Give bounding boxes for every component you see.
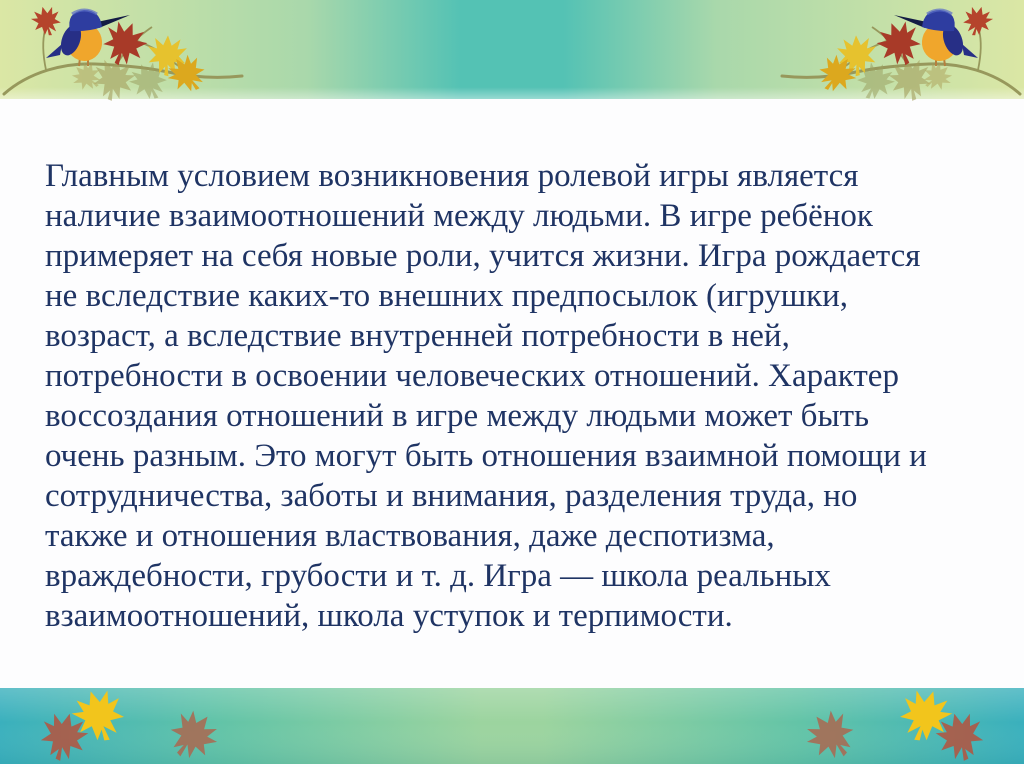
text-line-3: примеряет на себя новые роли, учится жизни. Игра рождается xyxy=(45,238,921,274)
top-decorative-band xyxy=(0,0,1024,99)
text-line-4: не вследствие каких-то внешних предпосылок (игрушки, xyxy=(45,278,849,314)
bottom-decorative-band xyxy=(0,688,1024,764)
text-line-6: потребности в освоении человеческих отношений. Характер xyxy=(45,358,899,394)
autumn-leaves-decoration-right xyxy=(744,688,1024,764)
text-line-5: возраст, а вследствие внутренней потребности в ней, xyxy=(45,318,790,354)
autumn-leaves-decoration-left xyxy=(0,688,280,764)
text-line-9: сотрудничества, заботы и внимания, разделения труда, но xyxy=(45,478,858,514)
text-line-12: взаимоотношений, школа уступок и терпимости. xyxy=(45,598,733,634)
text-line-11: враждебности, грубости и т. д. Игра — школа реальных xyxy=(45,558,831,594)
text-line-10: также и отношения властвования, даже деспотизма, xyxy=(45,518,775,554)
text-line-2: наличие взаимоотношений между людьми. В игре ребёнок xyxy=(45,198,873,234)
kingfisher-branch-decoration-left xyxy=(0,0,280,110)
kingfisher-branch-decoration-right xyxy=(744,0,1024,110)
slide-text-block xyxy=(45,156,996,636)
text-line-8: очень разным. Это могут быть отношения взаимной помощи и xyxy=(45,438,927,474)
text-line-7: воссоздания отношений в игре между людьми может быть xyxy=(45,398,870,434)
text-line-1: Главным условием возникновения ролевой игры является xyxy=(45,158,859,194)
